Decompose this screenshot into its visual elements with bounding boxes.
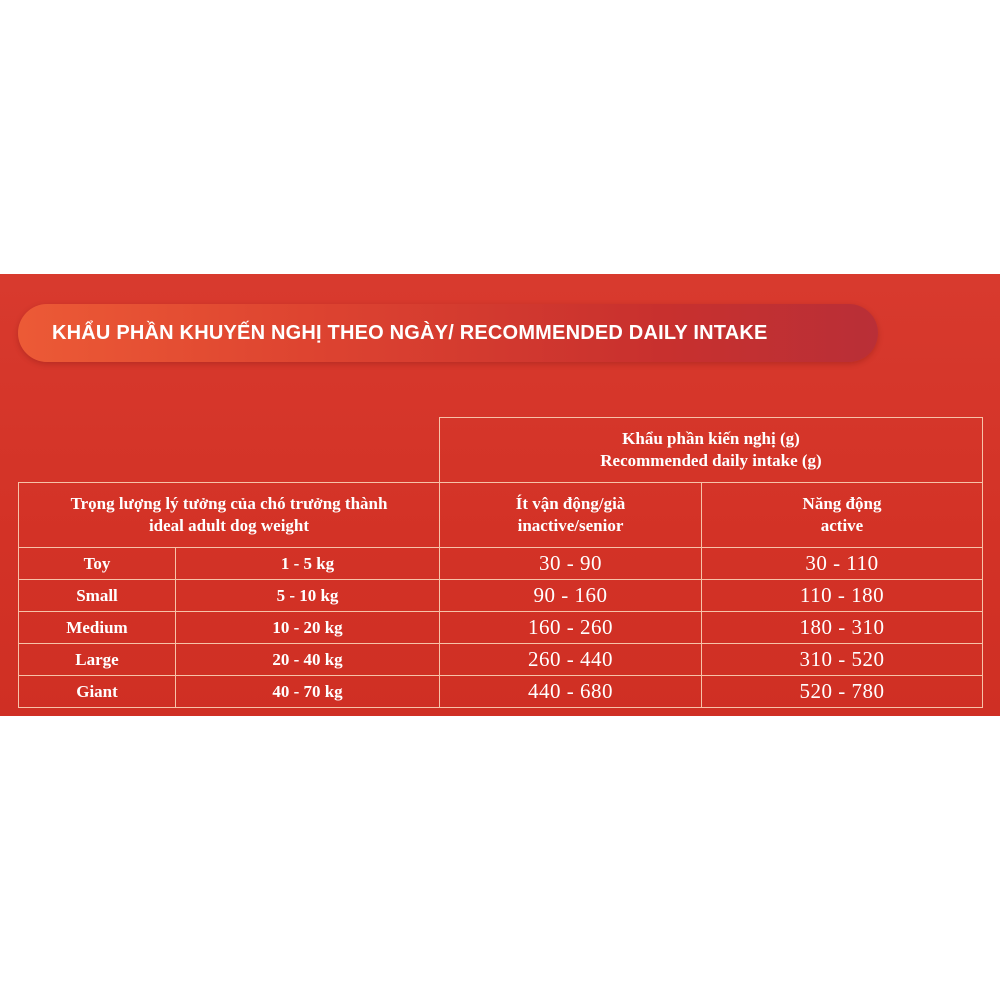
daily-intake-panel [0, 274, 1000, 716]
intake-header-line2: Recommended daily intake (g) [600, 451, 822, 470]
table-row [19, 644, 983, 676]
weight-range-cell: 40 - 70 kg [176, 676, 440, 708]
active-intake-cell: 30 - 110 [702, 548, 983, 580]
active-header-line2: active [820, 516, 864, 535]
dog-size-cell: Small [19, 580, 176, 612]
table-row [19, 612, 983, 644]
dog-size-cell: Toy [19, 548, 176, 580]
title-banner [18, 304, 878, 362]
weight-range-cell: 1 - 5 kg [176, 548, 440, 580]
inactive-intake-cell: 160 - 260 [440, 612, 702, 644]
weight-header-line1: Trọng lượng lý tưởng của chó trưởng thành [70, 494, 388, 513]
table-row [19, 548, 983, 580]
dog-size-cell: Giant [19, 676, 176, 708]
inactive-intake-cell: 260 - 440 [440, 644, 702, 676]
active-intake-cell: 110 - 180 [702, 580, 983, 612]
inactive-intake-cell: 30 - 90 [440, 548, 702, 580]
weight-range-cell: 20 - 40 kg [176, 644, 440, 676]
dog-size-cell: Medium [19, 612, 176, 644]
active-header [702, 483, 983, 548]
table-row [19, 580, 983, 612]
active-intake-cell: 520 - 780 [702, 676, 983, 708]
active-intake-cell: 180 - 310 [702, 612, 983, 644]
inactive-header [440, 483, 702, 548]
active-intake-cell: 310 - 520 [702, 644, 983, 676]
weight-range-cell: 5 - 10 kg [176, 580, 440, 612]
intake-header-line1: Khẩu phần kiến nghị (g) [622, 429, 800, 448]
intake-group-header [440, 418, 983, 483]
inactive-header-line2: inactive/senior [517, 516, 624, 535]
weight-header-line2: ideal adult dog weight [148, 516, 310, 535]
weight-range-cell: 10 - 20 kg [176, 612, 440, 644]
inactive-header-line1: Ít vận động/già [515, 494, 626, 513]
dog-size-cell: Large [19, 644, 176, 676]
weight-header [19, 483, 440, 548]
intake-table [18, 417, 983, 708]
inactive-intake-cell: 90 - 160 [440, 580, 702, 612]
inactive-intake-cell: 440 - 680 [440, 676, 702, 708]
table-row [19, 676, 983, 708]
active-header-line1: Năng động [802, 494, 882, 513]
table-corner-blank [19, 418, 440, 483]
page-title: KHẨU PHẦN KHUYẾN NGHỊ THEO NGÀY/ RECOMMENDED DAILY INTAKE [52, 322, 768, 344]
